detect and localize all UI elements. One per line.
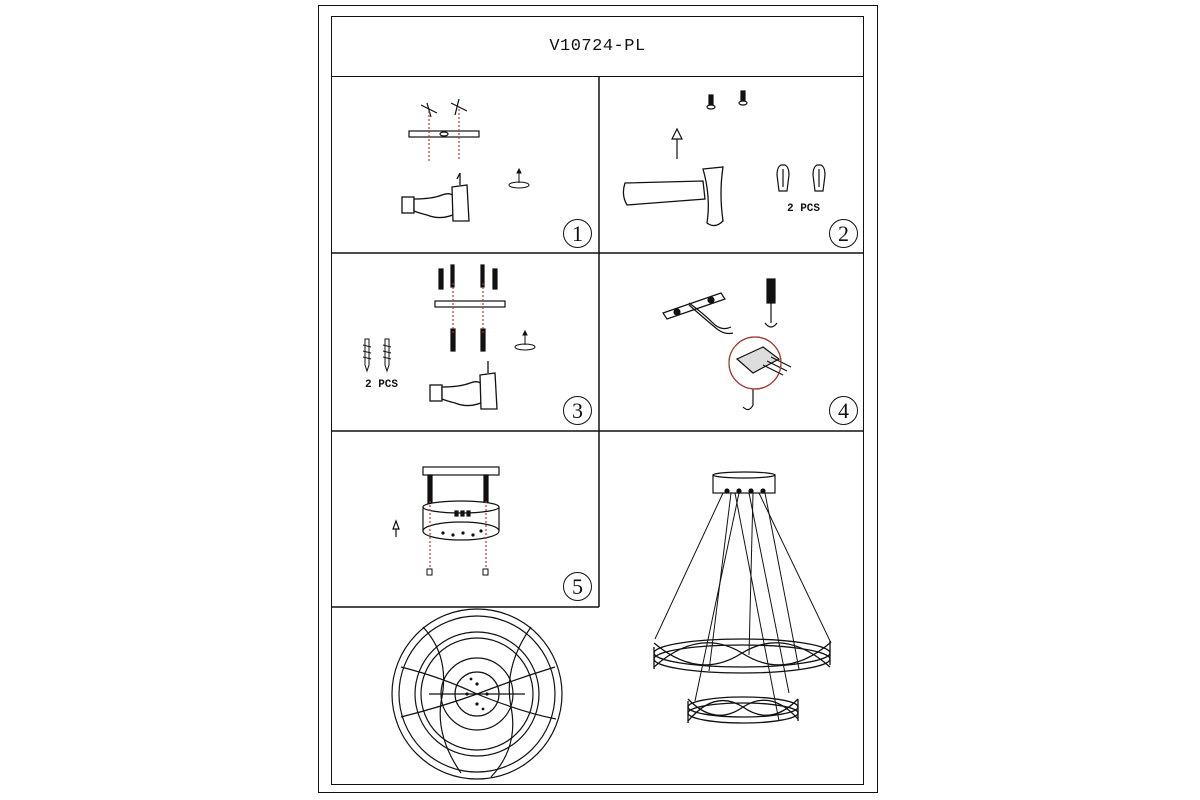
step-4-panel [599, 253, 864, 431]
ring-top-view-icon [331, 607, 599, 785]
hammer-icon [619, 163, 759, 243]
chandelier-assembled-view [599, 431, 864, 785]
step-1-number: 1 [563, 219, 592, 248]
step-4-number: 4 [829, 396, 858, 425]
model-code: V10724-PL [549, 36, 646, 56]
step-2-panel [599, 77, 864, 253]
wall-anchor-icon [773, 161, 843, 201]
header [331, 16, 864, 77]
step-5-panel [331, 431, 599, 607]
screw-icon [703, 89, 763, 129]
drill-icon [425, 357, 525, 427]
screw-icon [359, 337, 419, 377]
step-2-quantity: 2 PCS [787, 203, 821, 215]
step-3-number: 3 [563, 396, 592, 425]
step-1-panel [331, 77, 599, 253]
wall-anchor-icon [501, 163, 541, 203]
chandelier-icon [599, 431, 864, 785]
terminal-block-detail-icon [723, 333, 813, 423]
drill-icon [397, 169, 497, 239]
step-3-panel [331, 253, 599, 431]
step-3-quantity: 2 PCS [365, 379, 399, 391]
step-5-number: 5 [563, 572, 592, 601]
chandelier-top-view [331, 607, 599, 785]
ceiling-canopy-icon [331, 431, 599, 607]
arrow-up-icon [667, 127, 687, 167]
step-2-number: 2 [829, 219, 858, 248]
